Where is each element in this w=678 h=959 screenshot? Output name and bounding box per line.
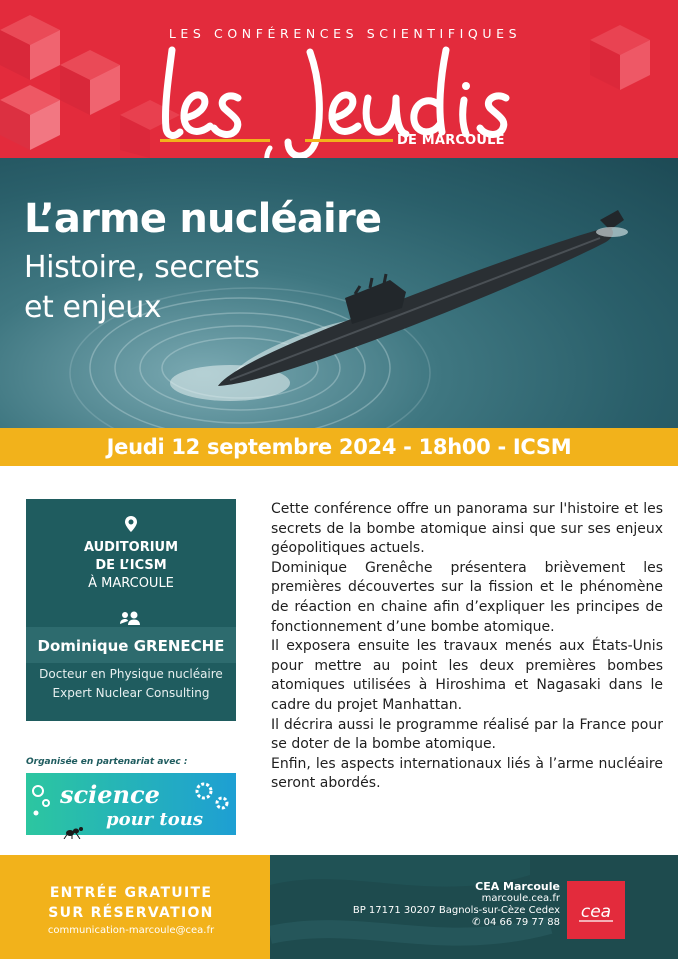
- speaker-credential-2: Expert Nuclear Consulting: [52, 686, 210, 700]
- conference-title: L’arme nucléaire: [24, 196, 382, 242]
- partner-logo-text-1: science: [60, 780, 160, 809]
- header-banner: [0, 0, 678, 158]
- hero-image: [0, 158, 678, 428]
- venue-speaker-box: [26, 499, 236, 721]
- subtitle-line-2: et enjeux: [24, 290, 162, 325]
- contact-block: [353, 881, 560, 929]
- series-title: LES CONFÉRENCES SCIENTIFIQUES: [168, 26, 522, 41]
- phone-icon: ✆: [472, 917, 481, 928]
- description-paragraph-2: Dominique Grenêche présentera brièvement les premières découvertes sur la fission et le phénomène de réaction en chaine afin d’expliquer les principes de fonctionnement d’une bombe atomique.: [271, 559, 663, 635]
- conference-description: [271, 500, 663, 794]
- partner-logo-text-2: pour tous: [106, 809, 203, 830]
- description-paragraph-5: Enfin, les aspects internationaux liés à l’arme nucléaire seront abordés.: [271, 755, 663, 792]
- postal-address: BP 17171 30207 Bagnols-sur-Cèze Cedex: [352, 905, 560, 916]
- science-pour-tous-logo: [26, 773, 236, 839]
- description-paragraph-4: Il décrira aussi le programme réalisé par la France pour se doter de la bombe atomique.: [271, 716, 663, 753]
- venue-line-1: AUDITORIUM: [83, 540, 179, 555]
- speaker-name: Dominique GRENECHE: [37, 637, 225, 655]
- org-name: CEA Marcoule: [475, 880, 560, 893]
- gold-line-left: [160, 139, 270, 142]
- footer-contact: [270, 855, 678, 959]
- description-paragraph-1: Cette conférence offre un panorama sur l'histoire et les secrets de la bombe atomique ainsi que sur ses enjeux géopolitiques actuels.: [271, 501, 663, 557]
- subtitle-line-1: Histoire, secrets: [24, 250, 260, 285]
- conference-subtitle: [24, 248, 260, 328]
- venue-line-2: DE L’ICSM: [95, 558, 167, 573]
- phone-line: [353, 917, 560, 929]
- free-entry-text: ENTRÉE GRATUITE: [49, 885, 213, 901]
- phone-number: 04 66 79 77 88: [483, 917, 560, 928]
- contact-email[interactable]: communication-marcoule@cea.fr: [47, 925, 215, 936]
- website-link[interactable]: marcoule.cea.fr: [481, 893, 560, 904]
- speaker-person-icon: [119, 611, 143, 625]
- venue-line-3: À MARCOULE: [88, 576, 174, 591]
- cea-logo-mark: [567, 881, 625, 939]
- date-bar: Jeudi 12 septembre 2024 - 18h00 - ICSM: [0, 428, 678, 466]
- partner-label: Organisée en partenariat avec :: [26, 757, 188, 767]
- reservation-text: SUR RÉSERVATION: [48, 905, 214, 921]
- footer-registration: [0, 855, 270, 959]
- cea-logo-text: cea: [580, 902, 612, 922]
- logo-subtitle: DE MARCOULE: [397, 133, 505, 148]
- speaker-credential-1: Docteur en Physique nucléaire: [39, 667, 223, 681]
- description-paragraph-3: Il exposera ensuite les travaux menés aux États-Unis pour mettre au point les deux premières bombes atomiques utilisées à Hiroshima et Nagasaki dans le cadre du projet Manhattan.: [271, 638, 663, 713]
- location-pin-icon: [124, 515, 138, 533]
- cea-logo: [567, 881, 625, 939]
- gold-line-right: [305, 139, 393, 142]
